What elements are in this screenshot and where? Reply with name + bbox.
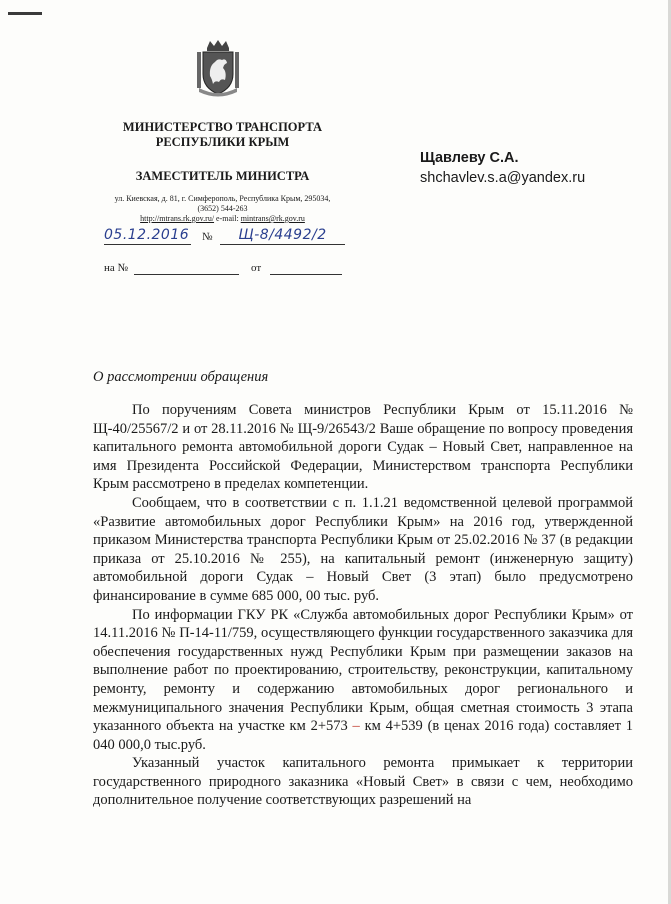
body-paragraph-4: Указанный участок капитального ремонта примыкает к территории государственного природного заказника «Новый Свет» в связи с чем, необходимо дополнительное получение соответствующих разрешений на bbox=[93, 755, 633, 809]
registration-number-label: № bbox=[202, 231, 213, 243]
address-contacts bbox=[95, 214, 350, 224]
recipient-email: shchavlev.s.a@yandex.ru bbox=[420, 170, 586, 186]
letter-body bbox=[93, 401, 633, 810]
body-paragraph-3 bbox=[93, 606, 633, 755]
ministry-name-line1: МИНИСТЕРСТВО ТРАНСПОРТА bbox=[122, 120, 323, 134]
deputy-minister-title: ЗАМЕСТИТЕЛЬ МИНИСТРА bbox=[135, 169, 310, 183]
outgoing-registration bbox=[104, 227, 354, 249]
website-link: http://mtrans.rk.gov.ru/ bbox=[140, 214, 215, 223]
reference-number-label: на № bbox=[104, 262, 129, 274]
recipient-name: Щавлеву С.А. bbox=[420, 150, 519, 166]
body-paragraph-3-part-b: км 4+539 (в ценах 2016 года) составляет 1 040 000,0 тыс.руб. bbox=[93, 718, 634, 753]
ministry-address bbox=[95, 194, 350, 224]
registration-number: Щ-8/4492/2 bbox=[220, 227, 345, 245]
reference-line bbox=[104, 262, 364, 278]
crimea-coat-of-arms-icon bbox=[193, 38, 243, 98]
body-paragraph-3-part-a: По информации ГКУ РК «Служба автомобильных дорог Республики Крым» от 14.11.2016 № П-14-11/759, осуществляющего функции государственного заказчика для обеспечения государственных нужд Республики Крым при размещении заказов на выполнение работ по проектированию, строительству, реконструкции, капитальному ремонту, ремонту и содержанию автомобильных дорог регионального и межмуниципального значения Республики Крым, общая сметная стоимость 3 этапа указанного объекта на участке км 2+573 bbox=[93, 606, 633, 735]
email-label: e-mail: bbox=[216, 214, 239, 223]
scan-mark bbox=[8, 12, 42, 15]
letter-subject: О рассмотрении обращения bbox=[93, 369, 269, 385]
ministry-name-line2: РЕСПУБЛИКИ КРЫМ bbox=[155, 135, 290, 149]
address-line1: ул. Киевская, д. 81, г. Симферополь, Республика Крым, 295034, bbox=[114, 194, 331, 203]
body-paragraph-2: Сообщаем, что в соответствии с п. 1.1.21 ведомственной целевой программой «Развитие автомобильных дорог Республики Крым» на 2016 год, утвержденной приказом Министерства транспорта Республики Крым от 25.02.2016 № 37 (в редакции приказа от 25.10.2016 № 255), на капитальный ремонт (инженерную защиту) автомобильной дороги Судак – Новый Свет (3 этап) было предусмотрено финансирование в сумме 685 000, 00 тыс. руб. bbox=[93, 494, 633, 604]
email-link: mintrans@rk.gov.ru bbox=[240, 214, 305, 223]
address-phone: (3652) 544-263 bbox=[197, 204, 248, 213]
reference-date-blank bbox=[270, 274, 342, 275]
body-paragraph-1: По поручениям Совета министров Республики Крым от 15.11.2016 № Щ-40/25567/2 и от 28.11.2016 № Щ-9/26543/2 Ваше обращение по вопросу проведения капитального ремонта автомобильной дороги Судак – Новый Свет, направленное на имя Президента Российской Федерации, Министерством транспорта Республики Крым рассмотрено в пределах компетенции. bbox=[93, 402, 633, 493]
range-dash: – bbox=[347, 718, 365, 735]
registration-date: 05.12.2016 bbox=[104, 227, 190, 243]
reference-date-label: от bbox=[251, 262, 262, 274]
ministry-name bbox=[95, 120, 350, 150]
reference-number-blank bbox=[134, 274, 239, 275]
